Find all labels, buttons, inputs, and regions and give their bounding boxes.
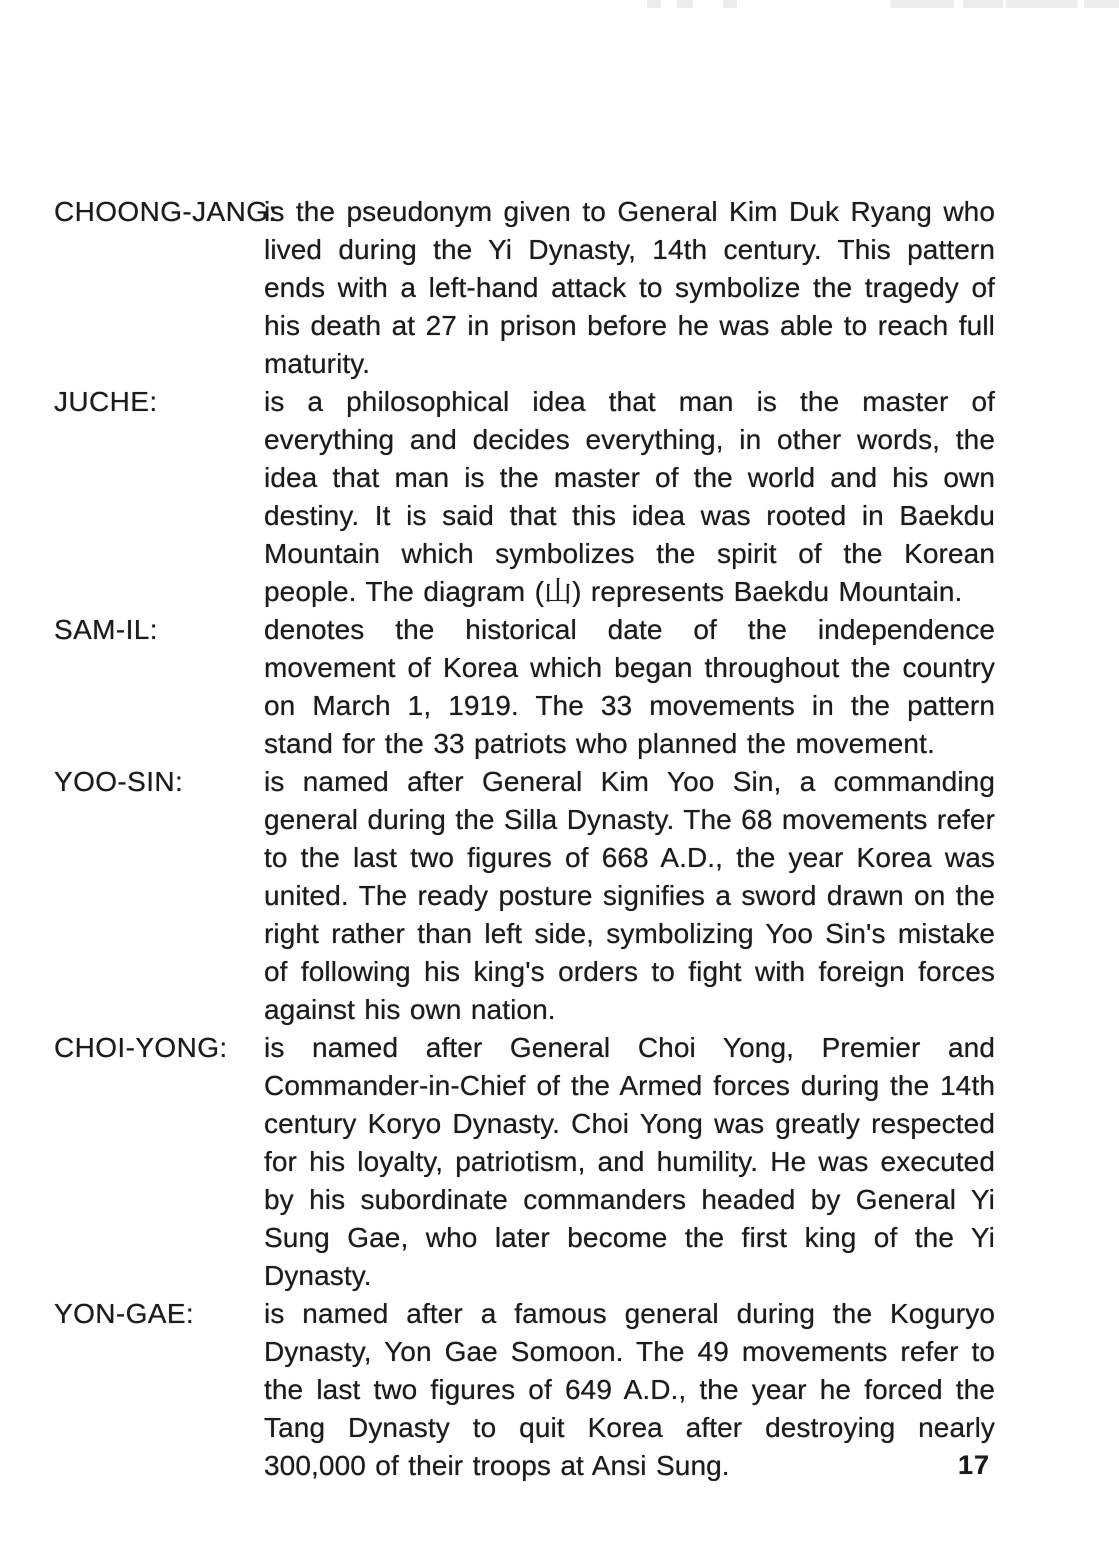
page-number: 17 [958, 1450, 991, 1480]
scan-artifact [963, 0, 1003, 8]
glossary-entry [54, 611, 995, 763]
definition-text: is named after General Kim Yoo Sin, a commanding general during the Silla Dynasty. The 68 movements refer to the last two figures of 668 A.D., the year Korea was united. The ready posture signifies a sword drawn on the right rather than left side, symbolizing Yoo Sin's mistake of following his king's orders to fight with foreign forces against his own nation. [264, 766, 995, 1025]
glossary-entry [54, 383, 995, 611]
definition-text: is named after General Choi Yong, Premier and Commander-in-Chief of the Armed forces during the 14th century Koryo Dynasty. Choi Yong was greatly respected for his loyalty, patriotism, and humility. He was executed by his subordinate commanders headed by General Yi Sung Gae, who later become the first king of the Yi Dynasty. [264, 1032, 995, 1291]
term-label: JUCHE: [54, 386, 158, 417]
glossary-entry [54, 193, 995, 383]
glossary-entry [54, 1295, 995, 1485]
scan-artifact [890, 0, 954, 8]
glossary-entry [54, 763, 995, 1029]
scan-artifact [723, 0, 737, 8]
term-label: YOO-SIN: [54, 766, 184, 797]
scan-artifact [647, 0, 661, 8]
scan-artifact [1084, 0, 1119, 8]
term-label: YON-GAE: [54, 1298, 195, 1329]
glossary-entry [54, 1029, 995, 1295]
term-label: SAM-IL: [54, 614, 158, 645]
definition-list [54, 193, 995, 1485]
scan-artifact [1006, 0, 1078, 8]
term-label: CHOONG-JANG: [54, 196, 277, 227]
scan-artifact [677, 0, 693, 8]
definition-text: is named after a famous general during the Koguryo Dynasty, Yon Gae Somoon. The 49 movements refer to the last two figures of 649 A.D., the year he forced the Tang Dynasty to quit Korea after destroying nearly 300,000 of their troops at Ansi Sung. [264, 1298, 995, 1481]
term-label: CHOI-YONG: [54, 1032, 228, 1063]
definition-text: is a philosophical idea that man is the master of everything and decides everything, in other words, the idea that man is the master of the world and his own destiny. It is said that this idea was rooted in Baekdu Mountain which symbolizes the spirit of the Korean people. The diagram (山) represents Baekdu Mountain. [264, 386, 995, 607]
definition-text: denotes the historical date of the independence movement of Korea which began throughout the country on March 1, 1919. The 33 movements in the pattern stand for the 33 patriots who planned the movement. [264, 614, 995, 759]
definition-text: is the pseudonym given to General Kim Duk Ryang who lived during the Yi Dynasty, 14th century. This pattern ends with a left-hand attack to symbolize the tragedy of his death at 27 in prison before he was able to reach full maturity. [264, 196, 995, 379]
